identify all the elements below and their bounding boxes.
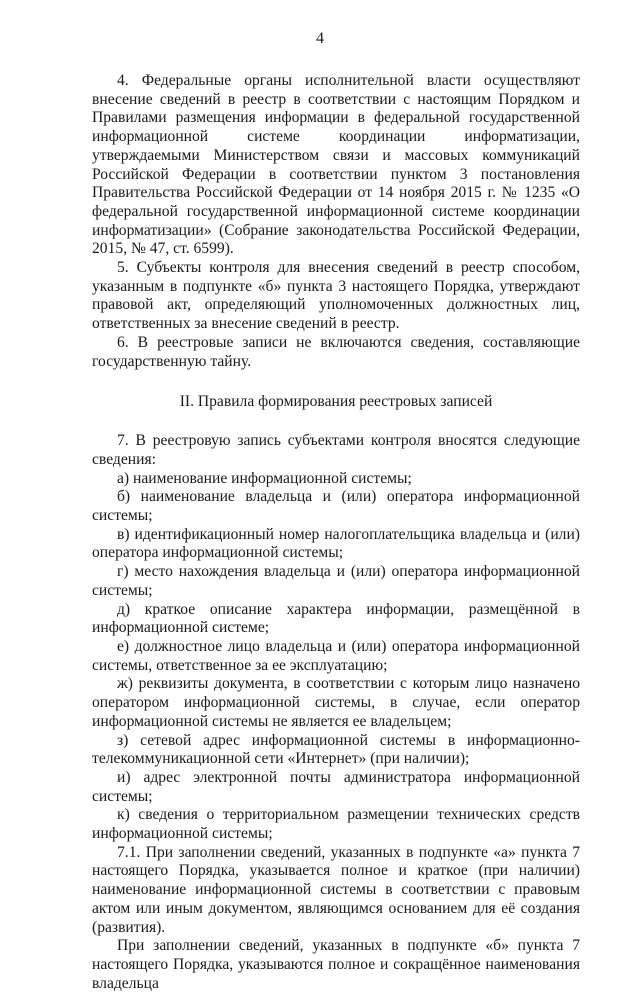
paragraph-7-1: 7.1. При заполнении сведений, указанных в подпункте «а» пункта 7 настоящего Порядка, указывается полное и краткое (при наличии) наименование информационной системы в соответствии с правовым актом или иным документом, являющимся основанием для её создания (развития). <box>92 843 580 936</box>
list-item-g: г) место нахождения владельца и (или) оператора информационной системы; <box>92 563 580 599</box>
list-item-d: д) краткое описание характера информации, размещённой в информационной системе; <box>92 600 580 637</box>
list-item-e: е) должностное лицо владельца и (или) оператора информационной системы, ответственное за ее эксплуатацию; <box>92 637 580 674</box>
list-item-z: з) сетевой адрес информационной системы в информационно-телекоммуникационной сети «Интернет» (при наличии); <box>92 731 580 768</box>
list-item-zh: ж) реквизиты документа, в соответствии с которым лицо назначено оператором информационной системы, в случае, если оператор информационной системы не является ее владельцем; <box>92 675 580 730</box>
list-item-b: б) наименование владельца и (или) оператора информационной системы; <box>92 488 580 525</box>
paragraph-7: 7. В реестровую запись субъектами контроля вносятся следующие сведения: <box>92 432 580 468</box>
paragraph-6: 6. В реестровые записи не включаются сведения, составляющие государственную тайну. <box>92 333 580 370</box>
list-item-a: а) наименование информационной системы; <box>117 469 412 487</box>
list-item-v: в) идентификационный номер налогоплательщика владельца и (или) оператора информационной системы; <box>92 525 580 562</box>
paragraph-4: 4. Федеральные органы исполнительной власти осуществляют внесение сведений в реестр в соответствии с настоящим Порядком и Правилами размещения информации в федеральной государственной информационной системе координации информатизации, утверждаемыми Министерством связи и массовых коммуникаций Российской Федерации в соответствии пунктом 3 постановления Правительства Российской Федерации от 14 ноября 2015 г. № 1235 «О федеральной государственной информационной системе координации информатизации» (Собрание законодательства Российской Федерации, 2015, № 47, ст. 6599). <box>92 72 580 258</box>
section-heading: II. Правила формирования реестровых записей <box>179 393 493 411</box>
list-item-k: к) сведения о территориальном размещении технических средств информационной системы; <box>92 806 580 843</box>
page-number: 4 <box>316 30 324 47</box>
paragraph-7-1-continued: При заполнении сведений, указанных в подпункте «б» пункта 7 настоящего Порядка, указываются полное и сокращённое наименования владельца <box>92 937 580 992</box>
list-item-i: и) адрес электронной почты администратора информационной системы; <box>92 768 580 805</box>
paragraph-5: 5. Субъекты контроля для внесения сведений в реестр способом, указанным в подпункте «б» пункта 3 настоящего Порядка, утверждают правовой акт, определяющий уполномоченных должностных лиц, ответственных за внесение сведений в реестр. <box>92 259 580 333</box>
document-body <box>92 72 580 993</box>
